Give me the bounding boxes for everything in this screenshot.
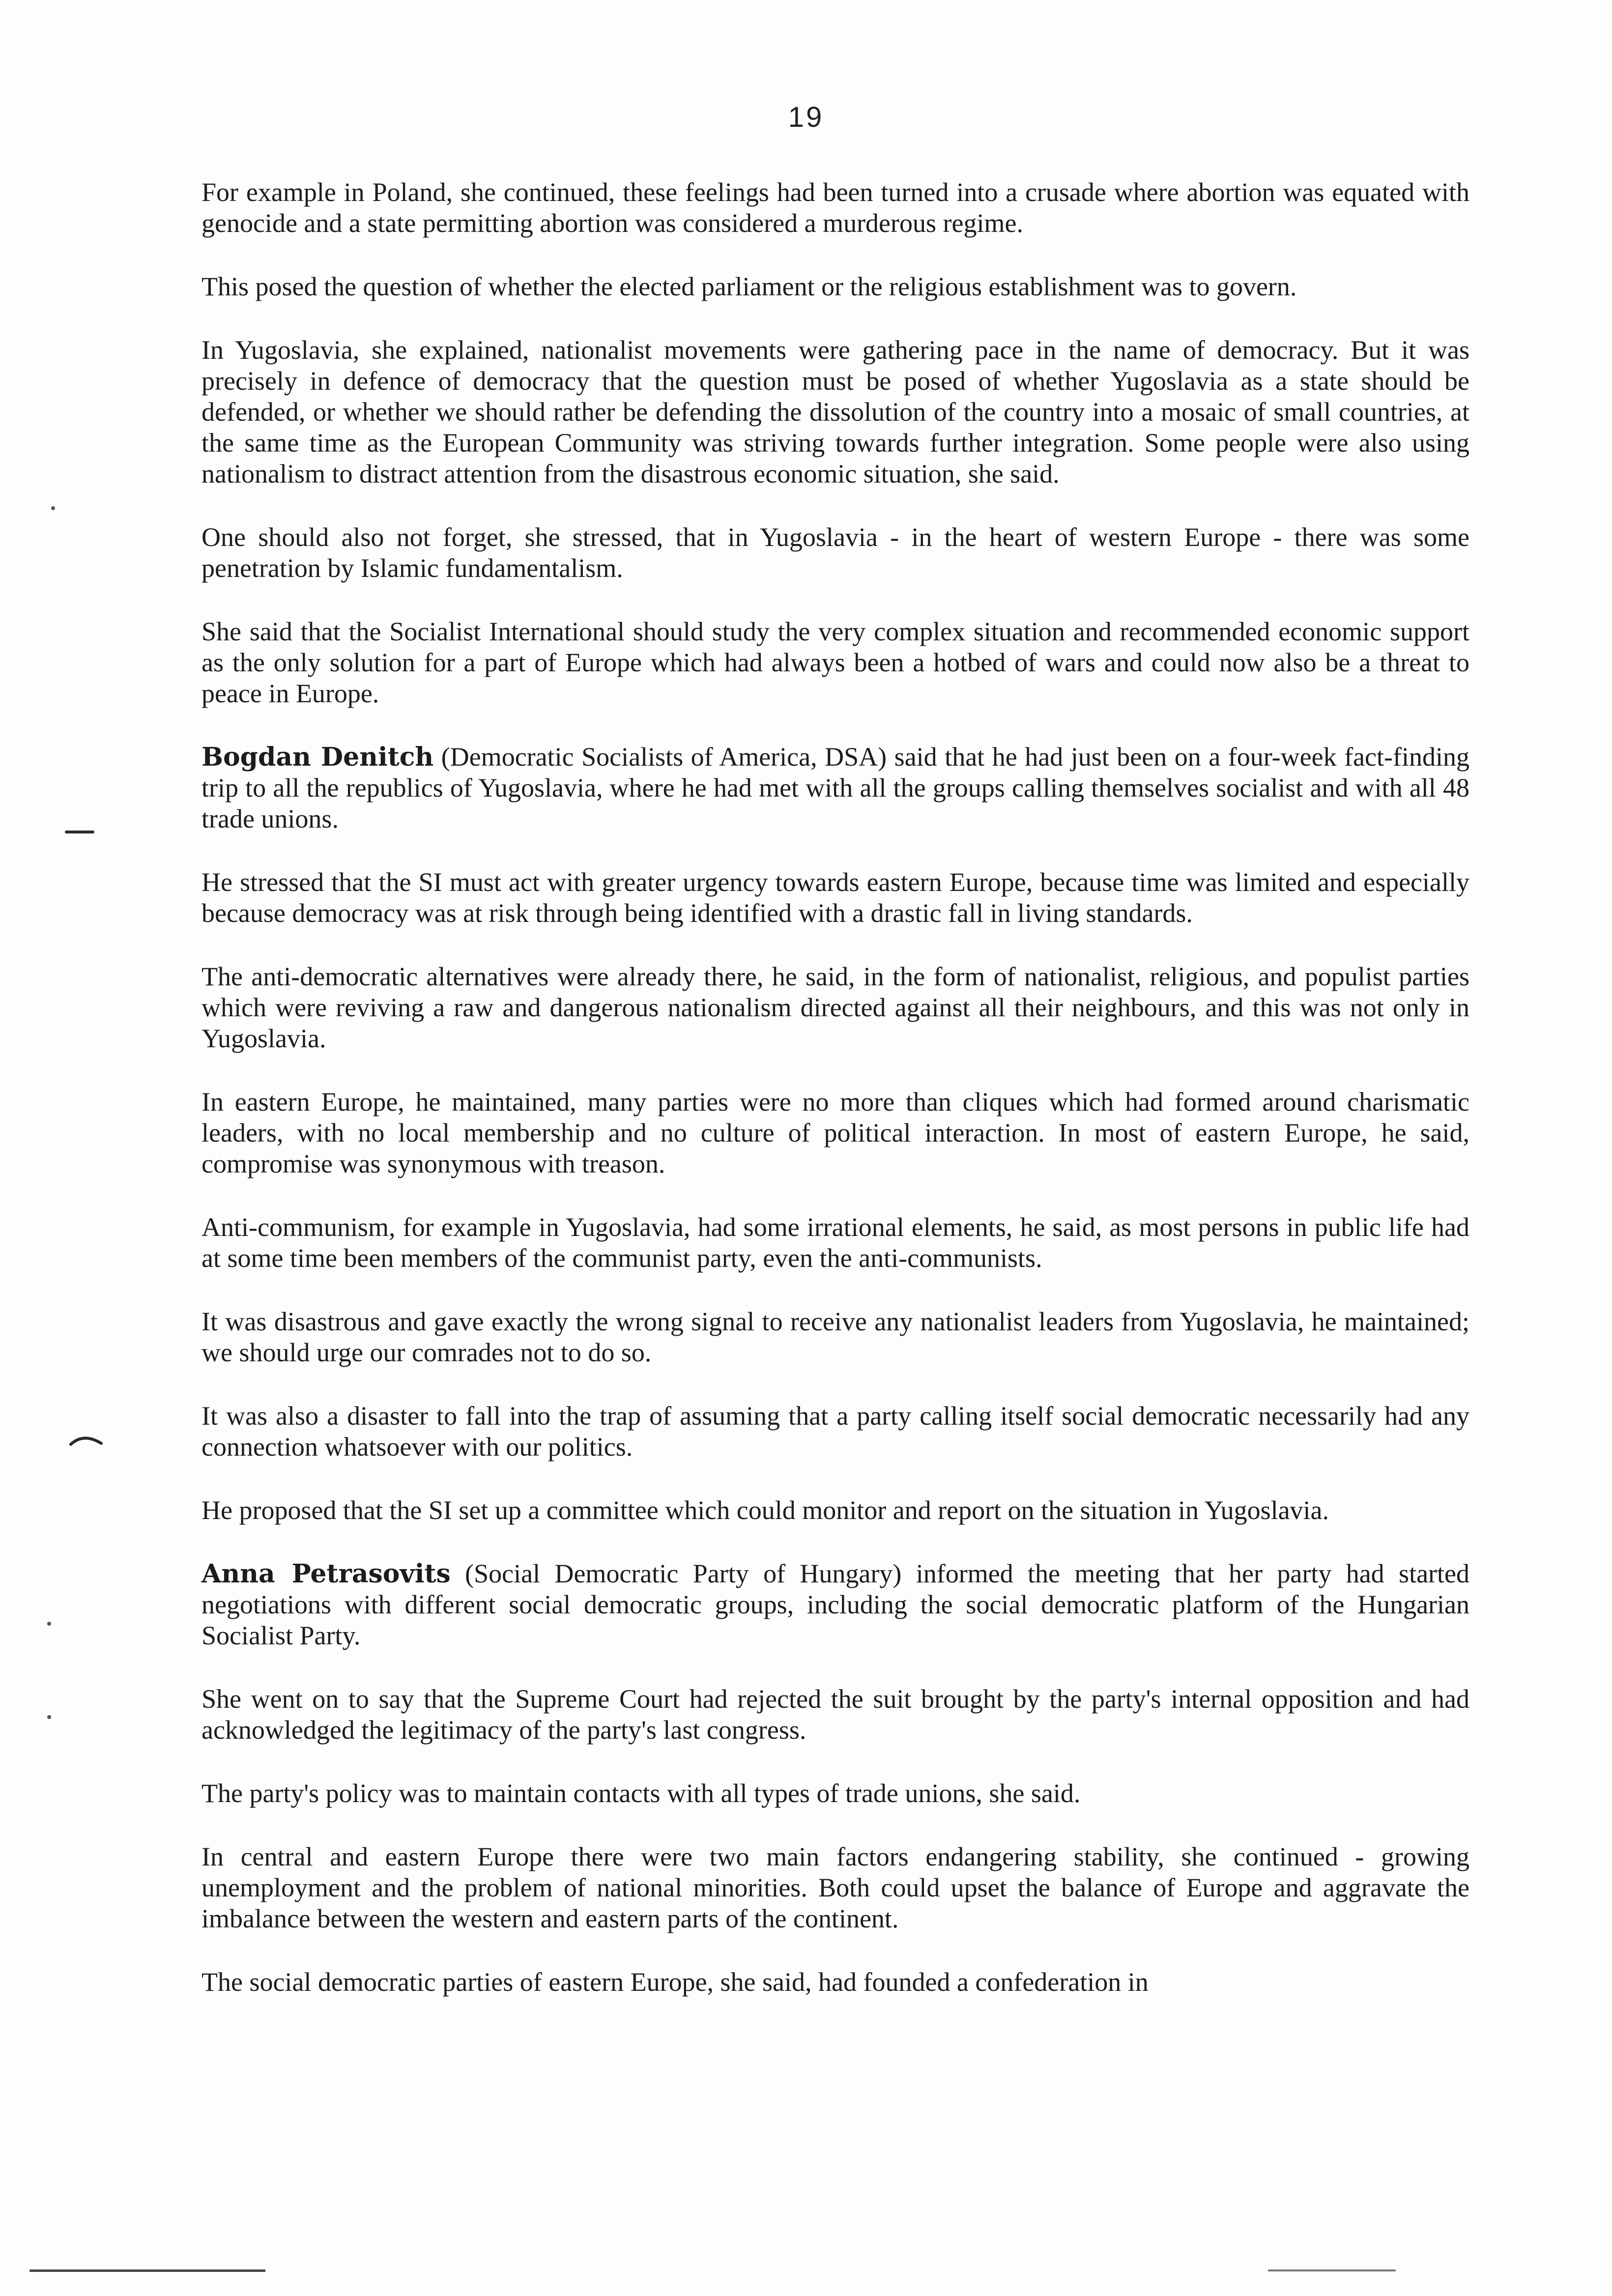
paragraph [202, 1778, 1469, 1809]
speaker-name: Anna Petrasovits [202, 1559, 451, 1589]
paragraph [202, 1401, 1469, 1463]
scan-edge-rule [1268, 2269, 1396, 2271]
margin-mark-dot [47, 1715, 51, 1719]
paragraph-text: He proposed that the SI set up a committee which could monitor and report on the situation in Yugoslavia. [202, 1495, 1329, 1525]
paragraph-text: The anti-democratic alternatives were already there, he said, in the form of nationalist, religious, and populist parties which were reviving a raw and dangerous nationalism directed against all their neighbours, and this was not only in Yugoslavia. [202, 962, 1469, 1053]
margin-mark-dash [65, 831, 94, 833]
scan-edge-rule [29, 2269, 265, 2272]
paragraph [202, 867, 1469, 929]
paragraph-text: In eastern Europe, he maintained, many parties were no more than cliques which had formed around charismatic leaders, with no local membership and no culture of political interaction. In most of eastern Europe, he said, compromise was synonymous with treason. [202, 1087, 1469, 1178]
paragraph-text: He stressed that the SI must act with greater urgency towards eastern Europe, because time was limited and especially because democracy was at risk through being identified with a drastic fall in living standards. [202, 867, 1469, 928]
paragraph [202, 616, 1469, 709]
paragraph-text: It was disastrous and gave exactly the wrong signal to receive any nationalist leaders from Yugoslavia, he maintained; we should urge our comrades not to do so. [202, 1307, 1469, 1367]
paragraph [202, 1087, 1469, 1179]
paragraph-text: One should also not forget, she stressed, that in Yugoslavia - in the heart of western Europe - there was some penetration by Islamic fundamentalism. [202, 522, 1469, 583]
paragraph-text: It was also a disaster to fall into the trap of assuming that a party calling itself social democratic necessarily had any connection whatsoever with our politics. [202, 1401, 1469, 1462]
paragraph-text: Anti-communism, for example in Yugoslavia, had some irrational elements, he said, as most persons in public life had at some time been members of the communist party, even the anti-communists. [202, 1212, 1469, 1273]
margin-mark-dot [51, 506, 55, 510]
body-text [202, 177, 1469, 2030]
paragraph-text: For example in Poland, she continued, these feelings had been turned into a crusade where abortion was equated with genocide and a state permitting abortion was considered a murderous regime. [202, 177, 1469, 238]
paragraph-text: The party's policy was to maintain contacts with all types of trade unions, she said. [202, 1779, 1081, 1808]
paragraph [202, 1306, 1469, 1368]
paragraph [202, 742, 1469, 834]
margin-mark-dot [47, 1622, 51, 1626]
paragraph-text: The social democratic parties of eastern Europe, she said, had founded a confederation in [202, 1967, 1149, 1997]
paragraph-text: In Yugoslavia, she explained, nationalist movements were gathering pace in the name of democracy. But it was precisely in defence of democracy that the question must be posed of whether Yugoslavia as a state should be defended, or whether we should rather be defending the dissolution of the country into a mosaic of small countries, at the same time as the European Community was striving towards further integration. Some people were also using nationalism to distract attention from the disastrous economic situation, she said. [202, 335, 1469, 488]
paragraph-text: (Democratic Socialists of America, DSA) said that he had just been on a four-week fact-finding trip to all the republics of Yugoslavia, where he had met with all the groups calling themselves socialist and with all 48 trade unions. [202, 742, 1469, 833]
paragraph [202, 1495, 1469, 1526]
paragraph [202, 1684, 1469, 1746]
paragraph [202, 177, 1469, 239]
paragraph-text: This posed the question of whether the elected parliament or the religious establishment was to govern. [202, 272, 1297, 301]
paragraph-text: In central and eastern Europe there were two main factors endangering stability, she continued - growing unemployment and the problem of national minorities. Both could upset the balance of Europe and aggravate the imbalance between the western and eastern parts of the continent. [202, 1842, 1469, 1933]
margin-mark-caret [69, 1433, 103, 1447]
paragraph-text: She went on to say that the Supreme Court had rejected the suit brought by the party's internal opposition and had acknowledged the legitimacy of the party's last congress. [202, 1684, 1469, 1745]
speaker-name: Bogdan Denitch [202, 742, 434, 772]
paragraph [202, 1212, 1469, 1274]
paragraph [202, 1558, 1469, 1651]
paragraph [202, 271, 1469, 302]
paragraph [202, 1841, 1469, 1934]
paragraph [202, 1967, 1469, 1998]
paragraph [202, 335, 1469, 489]
paragraph [202, 961, 1469, 1054]
page-number: 19 [788, 101, 824, 133]
paragraph-text: She said that the Socialist International should study the very complex situation and recommended economic support as the only solution for a part of Europe which had always been a hotbed of wars and could now also be a threat to peace in Europe. [202, 617, 1469, 708]
paragraph-text: (Social Democratic Party of Hungary) informed the meeting that her party had started negotiations with different social democratic groups, including the social democratic platform of the Hungarian Socialist Party. [202, 1559, 1469, 1650]
paragraph [202, 522, 1469, 584]
